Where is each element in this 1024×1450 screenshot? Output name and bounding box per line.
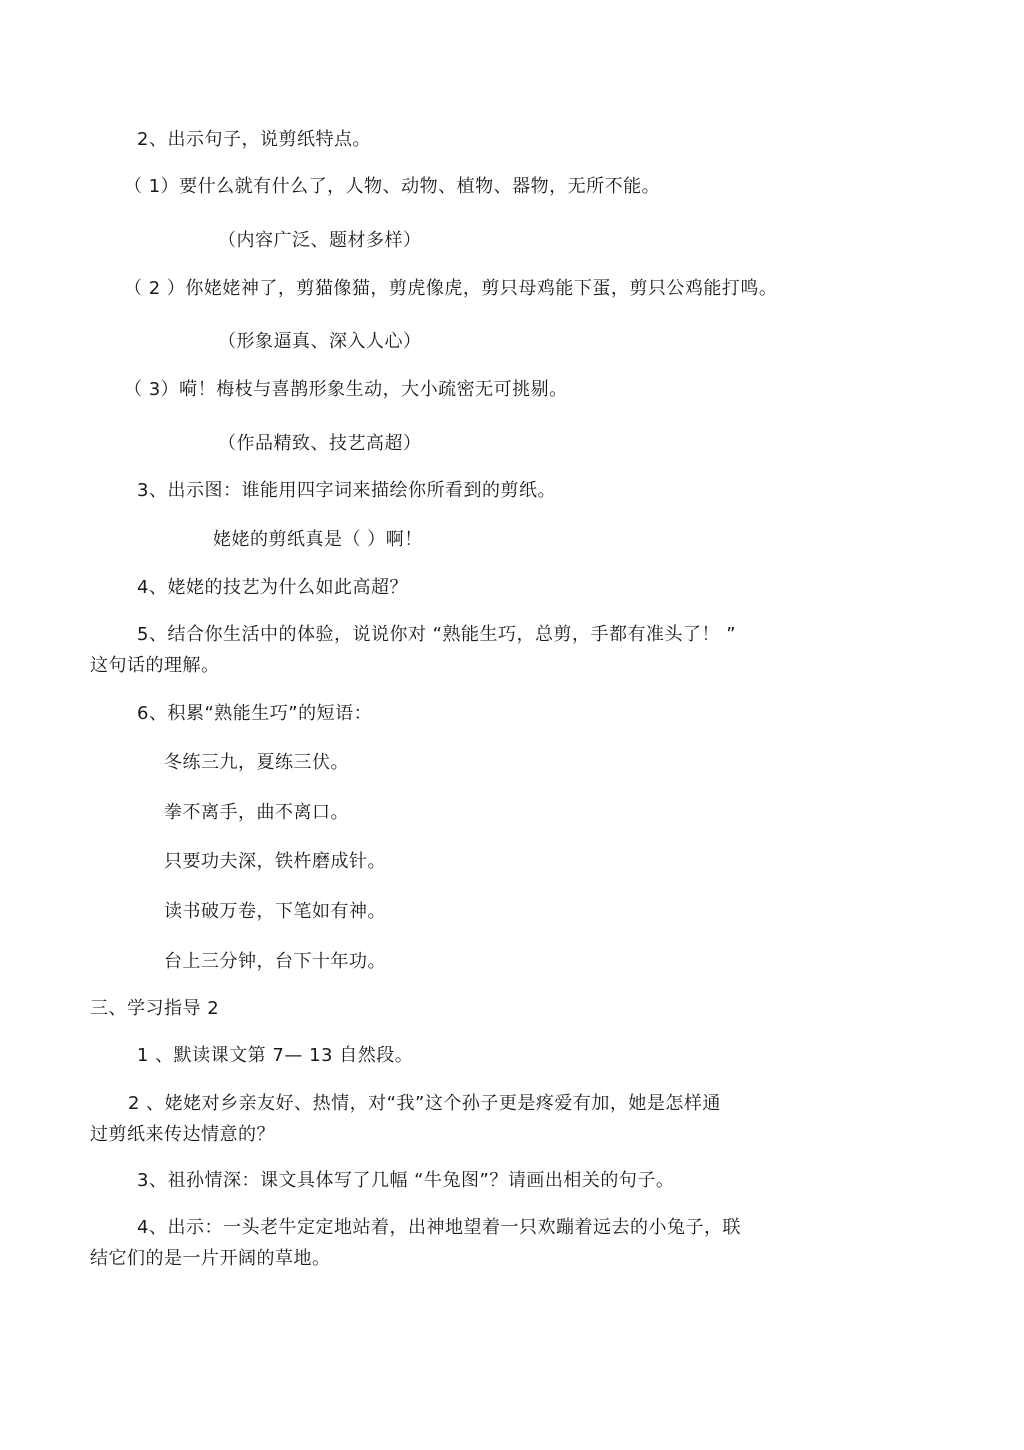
guide-item-1: 1 、默读课文第 7— 13 自然段。 [137,1045,414,1066]
item-5-heading: 5、结合你生活中的体验，说说你对 “熟能生巧，总剪，手都有准头了！ ” [137,624,737,645]
proverb-4: 读书破万卷，下笔如有神。 [164,901,386,922]
guide-item-4-continuation: 结它们的是一片开阔的草地。 [90,1248,331,1269]
sentence-2: （ 2 ）你姥姥神了，剪猫像猫，剪虎像虎，剪只母鸡能下蛋，剪只公鸡能打鸣。 [124,278,778,299]
guide-item-2-continuation: 过剪纸来传达情意的？ [90,1124,275,1145]
proverb-2: 拳不离手，曲不离口。 [164,802,349,823]
item-6-heading: 6、积累“熟能生巧”的短语： [137,703,373,724]
annotation-1: （内容广泛、题材多样） [218,230,422,251]
proverb-1: 冬练三九，夏练三伏。 [164,752,349,773]
guide-item-3: 3、祖孙情深：课文具体写了几幅 “牛兔图”？请画出相关的句子。 [137,1170,675,1191]
item-3-heading: 3、出示图：谁能用四字词来描绘你所看到的剪纸。 [137,480,556,501]
item-2-heading: 2、出示句子，说剪纸特点。 [137,129,371,150]
proverb-5: 台上三分钟，台下十年功。 [164,951,386,972]
guide-item-2: 2 、姥姥对乡亲友好、热情，对“我”这个孙子更是疼爱有加，她是怎样通 [128,1093,721,1114]
guide-item-4: 4、出示：一头老牛定定地站着，出神地望着一只欢蹦着远去的小兔子，联 [137,1217,741,1238]
item-5-continuation: 这句话的理解。 [90,655,220,676]
section-3-heading: 三、学习指导 2 [90,998,220,1019]
item-4-heading: 4、姥姥的技艺为什么如此高超？ [137,577,408,598]
annotation-3: （作品精致、技艺高超） [218,433,422,454]
annotation-2: （形象逼真、深入人心） [218,331,422,352]
sentence-1: （ 1）要什么就有什么了，人物、动物、植物、器物，无所不能。 [124,176,661,197]
fill-in-blank: 姥姥的剪纸真是（ ）啊！ [213,529,423,550]
proverb-3: 只要功夫深，铁杵磨成针。 [164,851,386,872]
sentence-3: （ 3）嗬！梅枝与喜鹊形象生动，大小疏密无可挑剔。 [124,379,568,400]
